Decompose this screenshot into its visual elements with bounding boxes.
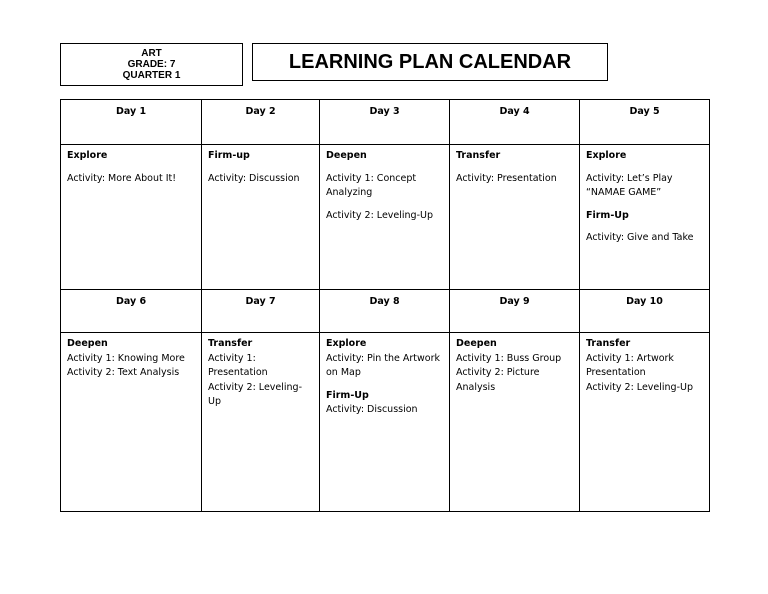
phase-label: Firm-Up [326, 389, 369, 401]
activity-text: Activity: Discussion [208, 172, 300, 184]
day10-cell [580, 333, 710, 512]
page-title: LEARNING PLAN CALENDAR [288, 50, 572, 73]
calendar-table [60, 99, 710, 512]
phase-label: Deepen [67, 338, 108, 349]
activity-text: on Map [326, 367, 361, 378]
activity-text: Activity: Let’s Play [586, 172, 673, 184]
activity-text: Activity 2: Text Analysis [67, 367, 180, 378]
activity-text: Activity: Discussion [326, 404, 418, 415]
day-header: Day 1 [61, 100, 202, 145]
phase-label: Firm-up [208, 150, 250, 161]
activity-text: Activity 2: Leveling- [208, 381, 303, 393]
day8-cell [320, 333, 450, 512]
activity-text: Activity: Pin the Artwork [326, 352, 440, 364]
day-header: Day 8 [320, 290, 450, 333]
phase-label: Deepen [326, 150, 367, 161]
day5-cell [580, 145, 710, 290]
day-header: Day 3 [320, 100, 450, 145]
day-header: Day 4 [450, 100, 580, 145]
day-header: Day 9 [450, 290, 580, 333]
activity-text: Presentation [586, 367, 646, 378]
day-header: Day 5 [580, 100, 710, 145]
activity-text: Activity 2: Leveling-Up [326, 209, 433, 221]
activity-text: “NAMAE GAME” [586, 187, 662, 198]
day1-cell [61, 145, 202, 290]
activity-text: Activity 2: Picture [456, 367, 540, 378]
phase-label: Deepen [456, 338, 497, 349]
day-header: Day 6 [61, 290, 202, 333]
grade-label: GRADE: 7 [127, 59, 176, 70]
phase-label: Explore [67, 150, 108, 161]
activity-text: Presentation [208, 367, 268, 378]
day3-cell [320, 145, 450, 290]
phase-label: Explore [586, 150, 627, 161]
week1-header-row [61, 100, 710, 145]
day4-cell [450, 145, 580, 290]
day-header: Day 10 [580, 290, 710, 333]
activity-text: Activity 1: Buss Group [456, 352, 562, 364]
phase-label: Firm-Up [586, 209, 629, 221]
activity-text: Activity 2: Leveling-Up [586, 381, 693, 393]
day-header: Day 7 [202, 290, 320, 333]
day6-cell [61, 333, 202, 512]
day9-cell [450, 333, 580, 512]
activity-text: Activity: More About It! [67, 172, 177, 184]
phase-label: Transfer [586, 338, 631, 349]
subject-label: ART [141, 48, 162, 59]
phase-label: Transfer [208, 338, 253, 349]
day7-cell [202, 333, 320, 512]
week2-activity-row [61, 333, 710, 512]
course-info-box [60, 43, 243, 86]
activity-text: Activity: Presentation [456, 172, 557, 184]
activity-text: Activity 1: Concept [326, 172, 417, 184]
activity-text: Up [208, 396, 221, 407]
activity-text: Activity: Give and Take [586, 232, 694, 243]
day2-cell [202, 145, 320, 290]
activity-text: Activity 1: Artwork [586, 352, 674, 364]
activity-text: Activity 1: [208, 352, 256, 364]
phase-label: Explore [326, 338, 367, 349]
activity-text: Analysis [456, 381, 496, 393]
week1-activity-row [61, 145, 710, 290]
day-header: Day 2 [202, 100, 320, 145]
activity-text: Activity 1: Knowing More [67, 352, 185, 364]
quarter-label: QUARTER 1 [122, 70, 181, 81]
activity-text: Analyzing [326, 187, 373, 198]
phase-label: Transfer [456, 150, 501, 161]
week2-header-row [61, 290, 710, 333]
title-box [252, 43, 608, 81]
